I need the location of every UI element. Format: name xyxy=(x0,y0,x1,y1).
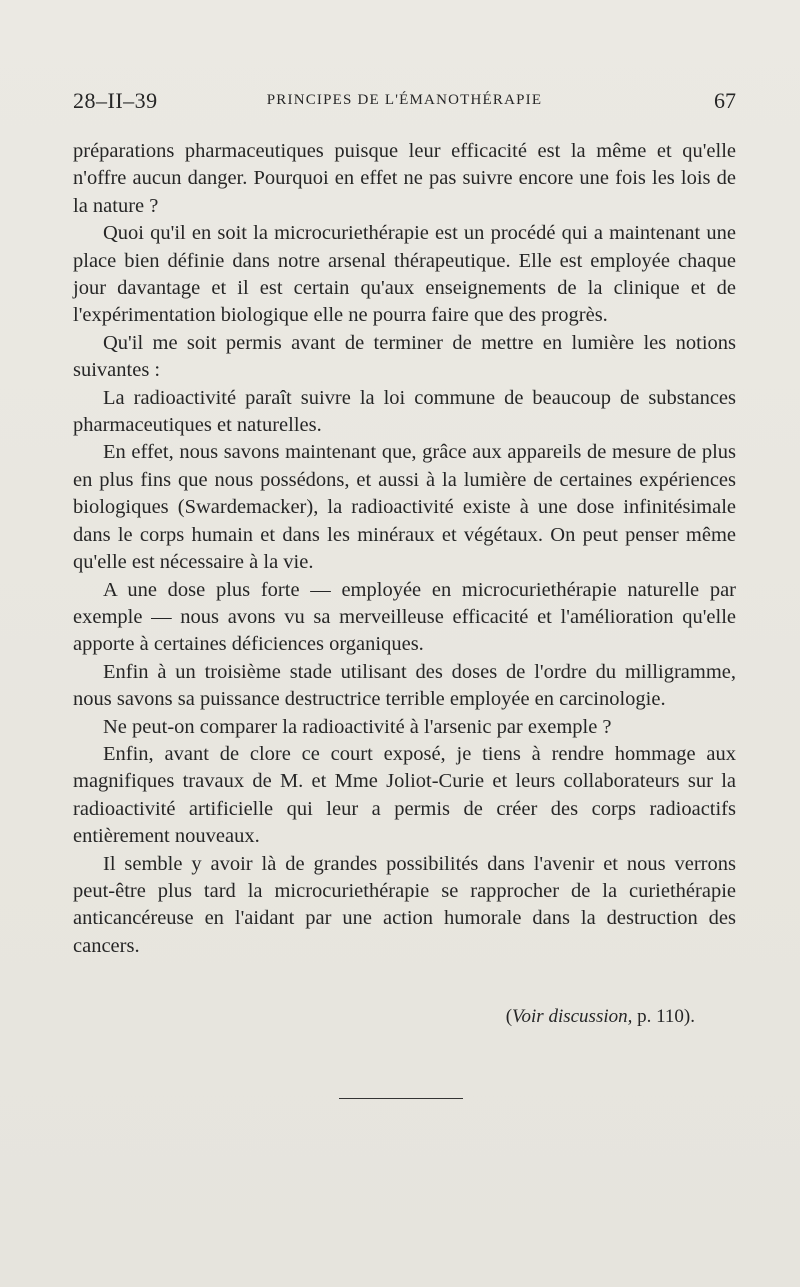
paragraph: Qu'il me soit permis avant de terminer de mettre en lumière les notions suivantes : xyxy=(73,331,736,382)
paragraph: Enfin à un troisième stade utilisant des doses de l'ordre du milligramme, nous savons sa puissance destructrice terrible employée en carcinologie. xyxy=(73,660,736,711)
discussion-reference xyxy=(506,1006,695,1028)
header-date: 28–II–39 xyxy=(73,88,158,113)
paragraph: La radioactivité paraît suivre la loi commune de beaucoup de substances pharmaceutiques et naturelles. xyxy=(73,386,736,437)
paragraph: préparations pharmaceutiques puisque leur efficacité est la même et qu'elle n'offre aucun danger. Pourquoi en effet ne pas suivre encore une fois les lois de la nature ? xyxy=(73,140,736,217)
paragraph: Enfin, avant de clore ce court exposé, je tiens à rendre hommage aux magnifiques travaux de M. et Mme Joliot-Curie et leurs collaborateurs sur la radioactivité artificielle qui leur a permis de créer des corps radioactifs entièrement nouveaux. xyxy=(73,742,736,848)
end-rule xyxy=(339,1098,463,1099)
header-running-title: PRINCIPES DE L'ÉMANOTHÉRAPIE xyxy=(266,92,543,108)
paragraph: A une dose plus forte — employée en microcuriethérapie naturelle par exemple — nous avons vu sa merveilleuse efficacité et l'amélioration qu'elle apporte à certaines déficiences organiques. xyxy=(73,578,736,656)
paragraph: Quoi qu'il en soit la microcuriethérapie est un procédé qui a maintenant une place bien définie dans notre arsenal thérapeutique. Elle est employée chaque jour davantage et il est certain qu'aux enseignements de la clinique et de l'expérimentation biologique elle ne pourra faire que des progrès. xyxy=(73,222,736,327)
reference-rest: p. 110). xyxy=(632,1006,695,1027)
paragraph: En effet, nous savons maintenant que, grâce aux appareils de mesure de plus en plus fins que nous possédons, et aussi à la lumière de certaines expériences biologiques (Swardemacker), la radioactivité existe à une dose infinitésimale dans le corps humain et dans les minéraux et végétaux. On peut penser même qu'elle est nécessaire à la vie. xyxy=(73,441,736,574)
reference-italic: Voir discussion, xyxy=(512,1006,633,1027)
page-number: 67 xyxy=(714,88,736,113)
running-header xyxy=(73,88,736,118)
paragraph: Il semble y avoir là de grandes possibilités dans l'avenir et nous verrons peut-être plus tard la microcuriethérapie se rapprocher de la curiethérapie anticancéreuse en l'aidant par une action humorale dans la destruction des cancers. xyxy=(73,852,736,957)
paragraph: Ne peut-on comparer la radioactivité à l'arsenic par exemple ? xyxy=(103,715,612,738)
body-text xyxy=(73,138,736,960)
reference-open: ( xyxy=(505,1006,513,1027)
